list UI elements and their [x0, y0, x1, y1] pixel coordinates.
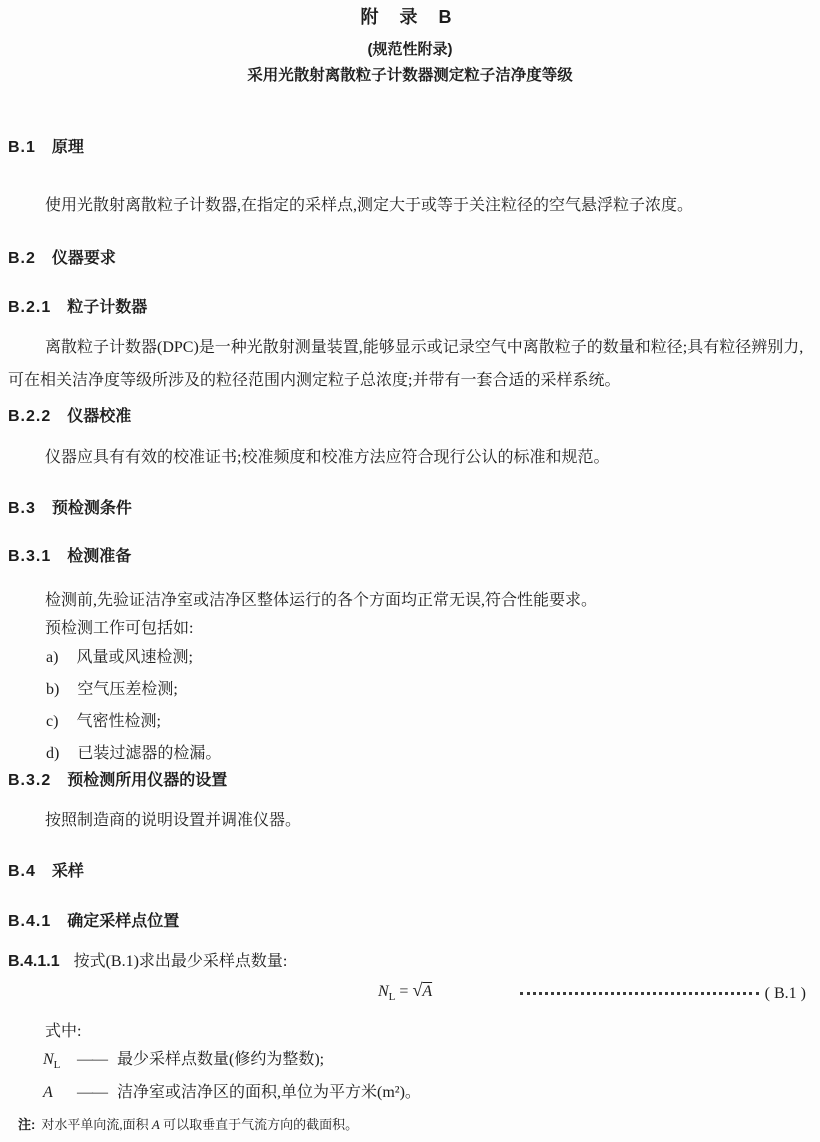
definition-dash-nl: ——: [77, 1051, 107, 1069]
list-item-b: [46, 680, 812, 700]
section-title-b32: 预检测所用仪器的设置: [67, 772, 228, 789]
section-title-b22: 仪器校准: [67, 408, 132, 425]
note-text-post: 可以取垂直于气流方向的截面积。: [159, 1116, 359, 1132]
section-number-b31: B.3.1: [8, 548, 52, 565]
section-heading-b22: [8, 407, 812, 427]
list-marker-b: b): [46, 681, 60, 698]
note: [18, 1117, 812, 1133]
list-text-c: 气密性检测;: [76, 713, 161, 730]
definition-variable-a: [43, 1083, 77, 1108]
section-title-b3: 预检测条件: [51, 500, 132, 517]
list-marker-a: a): [46, 649, 59, 666]
note-text-pre: 对水平单向流,面积: [41, 1116, 152, 1132]
section-heading-b21: [8, 298, 812, 318]
appendix-subtitle: 采用光散射离散粒子计数器测定粒子洁净度等级: [247, 67, 573, 84]
section-number-b2: B.2: [8, 250, 36, 267]
note-label: 注:: [18, 1116, 36, 1132]
section-heading-b32: [8, 771, 812, 791]
where-label: 式中:: [45, 1023, 82, 1041]
formula-variable: N: [378, 983, 389, 1000]
clause-b411: [8, 952, 812, 972]
paragraph-b22: 仪器应具有有效的校准证书;校准频度和校准方法应符合现行公认的标准和规范。: [45, 449, 610, 466]
appendix-title: 附 录 B: [360, 7, 460, 27]
note-variable-a: A: [151, 1116, 160, 1132]
appendix-type: (规范性附录): [367, 41, 453, 58]
section-number-b1: B.1: [8, 139, 36, 156]
section-number-b3: B.3: [8, 500, 36, 517]
formula-subscript: L: [388, 991, 396, 1004]
section-number-b41: B.4.1: [8, 913, 52, 930]
section-heading-b1: [8, 138, 812, 158]
variable-a: A: [43, 1084, 53, 1102]
section-title-b31: 检测准备: [67, 548, 132, 565]
paragraph-b31-1: 检测前,先验证洁净室或洁净区整体运行的各个方面均正常无误,符合性能要求。: [45, 592, 598, 609]
section-number-b21: B.2.1: [8, 299, 52, 316]
clause-number-b411: B.4.1.1: [8, 953, 60, 970]
section-heading-b4: [8, 862, 812, 882]
section-title-b21: 粒子计数器: [67, 299, 148, 316]
paragraph-b21: 离散粒子计数器(DPC)是一种光散射测量装置,能够显示或记录空气中离散粒子的数量和粒径;具有粒径辨别力,可在相关洁净度等级所涉及的粒径范围内测定粒子总浓度;并带有一套合适的采样系统。: [8, 339, 804, 389]
section-heading-b31: [8, 547, 812, 567]
dotted-leader: [520, 992, 759, 995]
section-heading-b41: [8, 912, 812, 932]
variable-n-subscript: L: [53, 1059, 61, 1072]
list-marker-c: c): [46, 713, 59, 730]
list-text-b: 空气压差检测;: [77, 681, 178, 698]
section-title-b1: 原理: [51, 139, 84, 156]
definition-dash-a: ——: [77, 1084, 107, 1102]
section-heading-b3: [8, 499, 812, 519]
list-item-d: [46, 744, 812, 764]
definition-text-a: 洁净室或洁净区的面积,单位为平方米(m²)。: [117, 1084, 421, 1102]
list-text-a: 风量或风速检测;: [76, 649, 193, 666]
list-text-d: 已装过滤器的检漏。: [77, 745, 222, 762]
definition-nl: [43, 1050, 812, 1075]
paragraph-b32: 按照制造商的说明设置并调准仪器。: [45, 812, 302, 829]
clause-text-b411: 按式(B.1)求出最少采样点数量:: [73, 953, 288, 970]
formula-row-b1: [8, 979, 812, 1008]
list-marker-d: d): [46, 745, 60, 762]
formula-b1: [378, 979, 432, 1008]
section-number-b4: B.4: [8, 863, 36, 880]
definition-variable-nl: [43, 1050, 77, 1075]
section-title-b4: 采样: [51, 863, 84, 880]
equals-sign: =: [395, 983, 413, 1000]
paragraph-b1: 使用光散射离散粒子计数器,在指定的采样点,测定大于或等于关注粒径的空气悬浮粒子浓度。: [45, 197, 694, 214]
section-title-b2: 仪器要求: [51, 250, 116, 267]
list-item-a: [46, 648, 812, 668]
section-number-b22: B.2.2: [8, 408, 52, 425]
definition-a: [43, 1083, 812, 1108]
definition-text-nl: 最少采样点数量(修约为整数);: [117, 1051, 325, 1069]
sqrt-icon: √: [412, 980, 423, 1000]
equation-number: ( B.1 ): [764, 984, 806, 1002]
section-heading-b2: [8, 249, 812, 269]
section-title-b41: 确定采样点位置: [67, 913, 180, 930]
section-number-b32: B.3.2: [8, 772, 52, 789]
paragraph-b31-2: 预检测工作可包括如:: [45, 620, 194, 637]
formula-radicand: A: [422, 983, 433, 1000]
variable-n: N: [43, 1051, 54, 1069]
list-item-c: [46, 712, 812, 732]
